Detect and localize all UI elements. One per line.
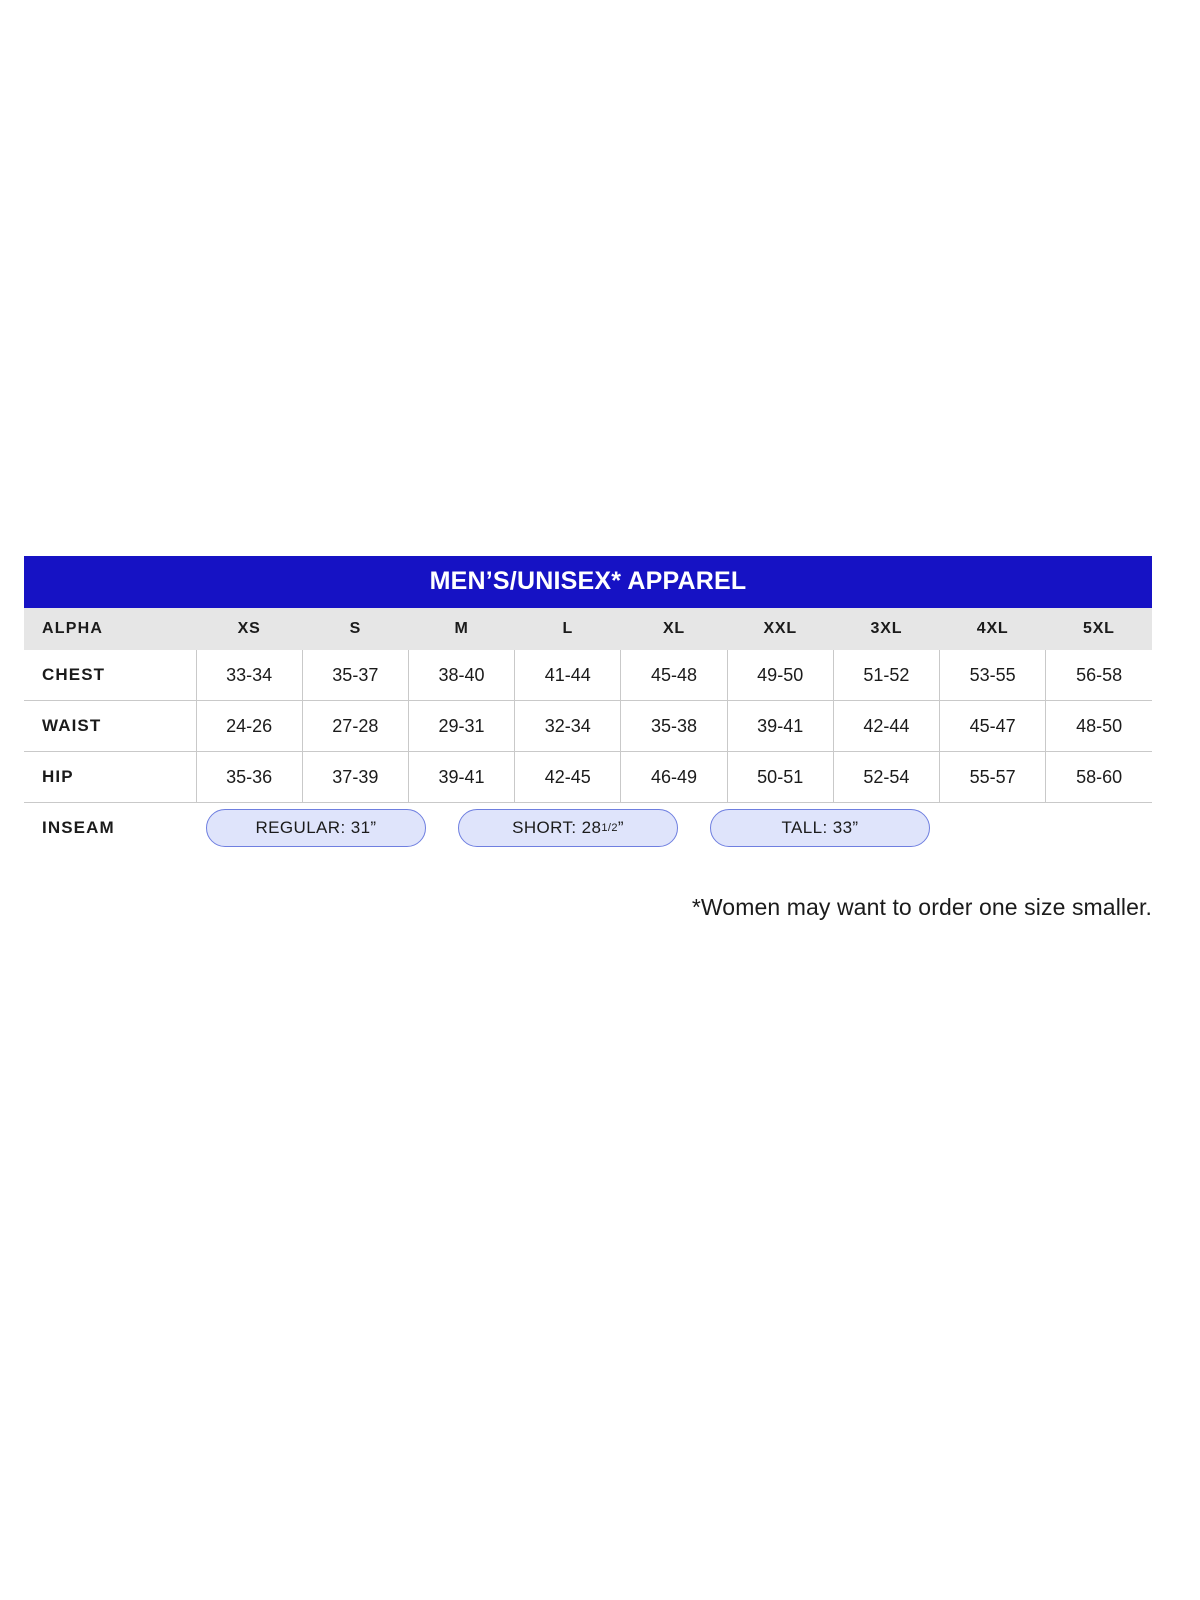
row-label-chest: CHEST <box>24 650 196 701</box>
row-label-inseam: INSEAM <box>42 818 115 837</box>
column-header-3xl: 3XL <box>833 608 939 650</box>
cell-waist-xs: 24-26 <box>196 701 302 752</box>
inseam-option-short[interactable]: SHORT: 28 1/2 ” <box>458 809 678 847</box>
cell-chest-xxl: 49-50 <box>727 650 833 701</box>
column-header-xl: XL <box>621 608 727 650</box>
cell-waist-l: 32-34 <box>515 701 621 752</box>
cell-hip-4xl: 55-57 <box>940 752 1046 803</box>
table-row <box>24 752 1152 803</box>
cell-hip-l: 42-45 <box>515 752 621 803</box>
column-header-s: S <box>302 608 408 650</box>
cell-hip-3xl: 52-54 <box>833 752 939 803</box>
cell-waist-4xl: 45-47 <box>940 701 1046 752</box>
column-header-4xl: 4XL <box>940 608 1046 650</box>
row-label-hip: HIP <box>24 752 196 803</box>
cell-chest-3xl: 51-52 <box>833 650 939 701</box>
footnote: *Women may want to order one size smaller. <box>691 894 1152 920</box>
column-header-5xl: 5XL <box>1046 608 1152 650</box>
inseam-option-tall-label: TALL: 33” <box>781 818 859 837</box>
cell-hip-xl: 46-49 <box>621 752 727 803</box>
inseam-option-tall[interactable] <box>710 809 930 847</box>
cell-chest-l: 41-44 <box>515 650 621 701</box>
cell-chest-4xl: 53-55 <box>940 650 1046 701</box>
inseam-options <box>196 803 1152 854</box>
cell-hip-5xl: 58-60 <box>1046 752 1152 803</box>
cell-chest-xs: 33-34 <box>196 650 302 701</box>
inseam-option-regular-label: REGULAR: 31” <box>255 818 377 837</box>
cell-chest-m: 38-40 <box>408 650 514 701</box>
cell-waist-xl: 35-38 <box>621 701 727 752</box>
cell-hip-s: 37-39 <box>302 752 408 803</box>
row-label-waist: WAIST <box>24 701 196 752</box>
inseam-option-short-label: SHORT: 28 <box>512 818 602 837</box>
inseam-option-short-suffix: ” <box>617 818 624 837</box>
column-header-alpha: ALPHA <box>24 608 196 650</box>
column-header-l: L <box>515 608 621 650</box>
cell-chest-5xl: 56-58 <box>1046 650 1152 701</box>
table-header-row <box>24 608 1152 650</box>
cell-chest-s: 35-37 <box>302 650 408 701</box>
cell-waist-s: 27-28 <box>302 701 408 752</box>
cell-hip-m: 39-41 <box>408 752 514 803</box>
chart-title: MEN’S/UNISEX* APPAREL <box>24 556 1152 608</box>
column-header-xs: XS <box>196 608 302 650</box>
size-table <box>24 608 1152 853</box>
column-header-xxl: XXL <box>727 608 833 650</box>
inseam-option-regular[interactable] <box>206 809 426 847</box>
cell-hip-xs: 35-36 <box>196 752 302 803</box>
cell-waist-3xl: 42-44 <box>833 701 939 752</box>
column-header-m: M <box>408 608 514 650</box>
inseam-row <box>24 803 1152 854</box>
size-chart <box>24 556 1152 853</box>
cell-waist-5xl: 48-50 <box>1046 701 1152 752</box>
table-row <box>24 650 1152 701</box>
cell-hip-xxl: 50-51 <box>727 752 833 803</box>
cell-waist-xxl: 39-41 <box>727 701 833 752</box>
table-row <box>24 701 1152 752</box>
cell-chest-xl: 45-48 <box>621 650 727 701</box>
cell-waist-m: 29-31 <box>408 701 514 752</box>
